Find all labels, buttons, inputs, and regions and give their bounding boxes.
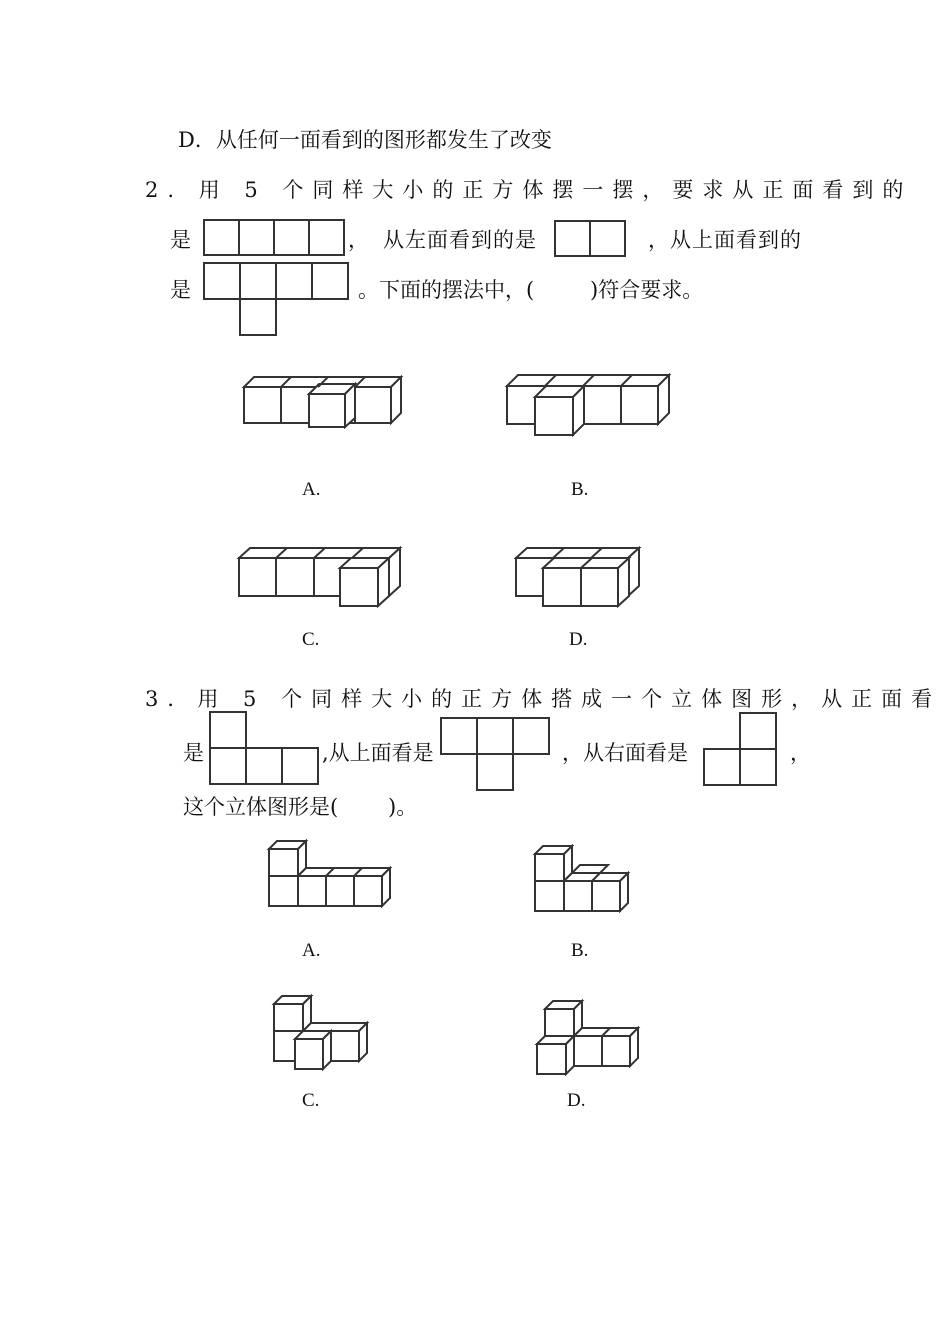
q3-stem-line2-d: ，	[790, 741, 811, 765]
q2-stem-line2-a: 是	[170, 228, 191, 252]
q2-option-c-label: C.	[302, 629, 320, 650]
q2-option-c-figure	[238, 547, 403, 611]
q3-top-view	[440, 717, 552, 793]
q3-front-view	[209, 711, 321, 787]
q2-stem-line3-c: )符合要求。	[590, 278, 704, 302]
q3-stem-line3-b: )。	[388, 795, 418, 819]
q2-option-a-figure	[243, 376, 408, 430]
q3-stem-line2-b: ,从上面看是	[322, 741, 434, 765]
q3-stem-line1: 3．用 5 个同样大小的正方体搭成一个立体图形，从正面看	[145, 687, 942, 711]
q3-option-d-figure	[536, 1000, 640, 1076]
q2-option-b-label: B.	[571, 479, 589, 500]
q2-stem-line2-b: ，	[348, 228, 369, 252]
q3-option-b-label: B.	[571, 940, 589, 961]
q3-stem-line2-a: 是	[183, 741, 204, 765]
q2-option-a-label: A.	[302, 479, 321, 500]
q2-stem-line3-a: 是	[170, 278, 191, 302]
q3-option-a-label: A.	[302, 940, 321, 961]
q2-left-view	[554, 220, 629, 258]
q3-right-view	[703, 712, 779, 788]
q3-option-b-figure	[534, 845, 634, 915]
q3-stem-line2-c: ，从右面看是	[562, 741, 688, 765]
q3-option-a-figure	[268, 840, 394, 910]
q2-top-view	[203, 262, 353, 338]
q3-option-c-figure	[273, 995, 371, 1073]
q2-option-d-label: D.	[569, 629, 588, 650]
q2-option-b-figure	[506, 374, 674, 440]
q2-stem-line1: 2. 用 5 个同样大小的正方体摆一摆，要求从正面看到的	[145, 178, 913, 202]
q2-stem-line2-c: 从左面看到的是	[383, 228, 537, 252]
q1-option-d: D．从任何一面看到的图形都发生了改变	[178, 128, 552, 152]
q2-stem-line3-b: 。下面的摆法中，(	[358, 278, 535, 302]
q3-stem-line3-a: 这个立体图形是(	[183, 795, 339, 819]
q3-option-d-label: D.	[567, 1090, 586, 1111]
q3-option-c-label: C.	[302, 1090, 320, 1111]
q2-front-view	[203, 219, 348, 257]
q2-option-d-figure	[515, 547, 643, 611]
q2-stem-line2-d: ，从上面看到的	[648, 228, 802, 252]
